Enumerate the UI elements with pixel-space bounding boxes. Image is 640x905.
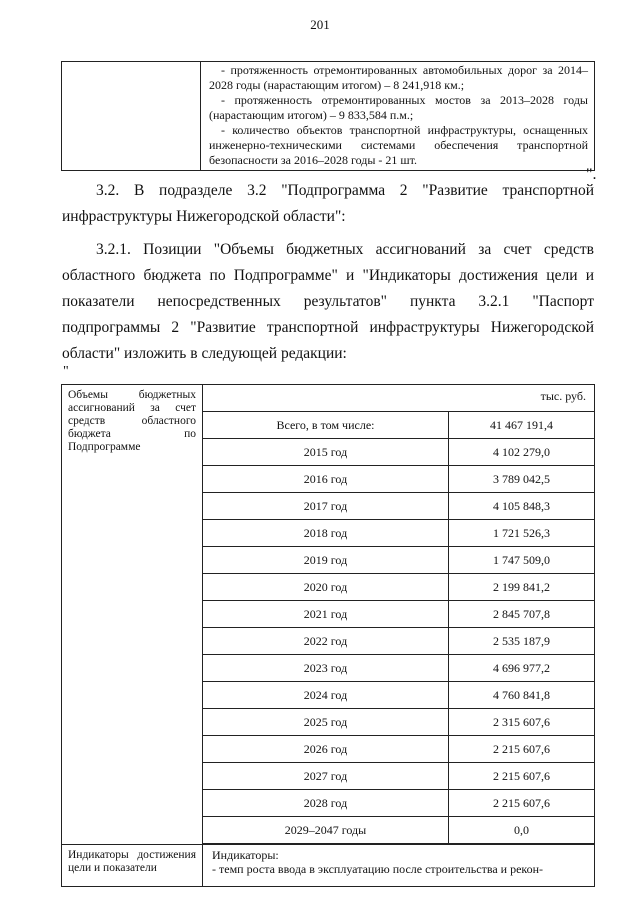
amount-cell: 2 535 187,9 — [449, 628, 595, 655]
year-cell: 2022 год — [203, 628, 449, 655]
amount-cell: 2 215 607,6 — [449, 736, 595, 763]
year-cell: 2028 год — [203, 790, 449, 817]
year-cell: 2017 год — [203, 493, 449, 520]
amount-cell: 2 845 707,8 — [449, 601, 595, 628]
year-cell: 2029–2047 годы — [203, 817, 449, 844]
budget-label: Объемы бюджетных ассигнований за счет средств областного бюджета по Подпрограмме — [62, 385, 203, 845]
indicators-label: Индикаторы достижения цели и показатели — [62, 845, 203, 887]
year-cell: 2021 год — [203, 601, 449, 628]
amount-cell: 2 199 841,2 — [449, 574, 595, 601]
indicator-bridges: - протяженность отремонтированных мостов за 2013–2028 годы (нарастающим итогом) – 9 833,584 п.м.; — [209, 93, 588, 122]
budget-table — [61, 384, 595, 887]
year-cell: 2020 год — [203, 574, 449, 601]
amount-cell: 2 215 607,6 — [449, 790, 595, 817]
year-cell: 2026 год — [203, 736, 449, 763]
unit-label: тыс. руб. — [203, 385, 595, 412]
year-cell: 2015 год — [203, 439, 449, 466]
year-cell: 2016 год — [203, 466, 449, 493]
opening-quote: " — [63, 364, 69, 379]
amount-cell: 1 747 509,0 — [449, 547, 595, 574]
indicators-cell — [203, 845, 595, 887]
year-cell: 2023 год — [203, 655, 449, 682]
amount-cell: 2 215 607,6 — [449, 763, 595, 790]
indicators-heading: Индикаторы: — [212, 848, 279, 862]
indicator-item: - темп роста ввода в эксплуатацию после строительства и рекон- — [212, 862, 544, 876]
amount-cell: 4 105 848,3 — [449, 493, 595, 520]
closing-quote: ". — [586, 166, 597, 183]
paragraph-3-2-1: 3.2.1. Позиции "Объемы бюджетных ассигнований за счет средств областного бюджета по Подпрограмме" и "Индикаторы достижения цели и показатели непосредственных результатов" пункта 3.2.1 "Паспорт подпрограммы 2 "Развитие транспортной инфраструктуры Нижегородской области" изложить в следующей редакции: — [62, 241, 594, 362]
top-table-indicators-cell — [201, 62, 595, 171]
amount-cell: 4 760 841,8 — [449, 682, 595, 709]
amount-cell: 1 721 526,3 — [449, 520, 595, 547]
year-cell: Всего, в том числе: — [203, 412, 449, 439]
indicator-roads: - протяженность отремонтированных автомобильных дорог за 2014–2028 годы (нарастающим итогом) – 8 241,918 км.; — [209, 63, 588, 92]
amount-cell: 2 315 607,6 — [449, 709, 595, 736]
year-cell: 2019 год — [203, 547, 449, 574]
indicator-security-objects: - количество объектов транспортной инфраструктуры, оснащенных инженерно-техническими системами обеспечения транспортной безопасности за 2016–2028 годы - 21 шт. — [209, 123, 588, 167]
amount-cell: 41 467 191,4 — [449, 412, 595, 439]
amount-cell: 4 102 279,0 — [449, 439, 595, 466]
amount-cell: 0,0 — [449, 817, 595, 844]
year-cell: 2025 год — [203, 709, 449, 736]
paragraph-3-2: 3.2. В подразделе 3.2 "Подпрограмма 2 "Развитие транспортной инфраструктуры Нижегородской области": — [62, 182, 594, 225]
page-number: 201 — [310, 17, 330, 32]
top-continuation-table — [61, 61, 595, 171]
indicators-row — [62, 845, 595, 887]
year-cell: 2024 год — [203, 682, 449, 709]
top-table-empty-cell — [62, 62, 201, 171]
year-cell: 2027 год — [203, 763, 449, 790]
amount-cell: 3 789 042,5 — [449, 466, 595, 493]
amount-cell: 4 696 977,2 — [449, 655, 595, 682]
year-cell: 2018 год — [203, 520, 449, 547]
